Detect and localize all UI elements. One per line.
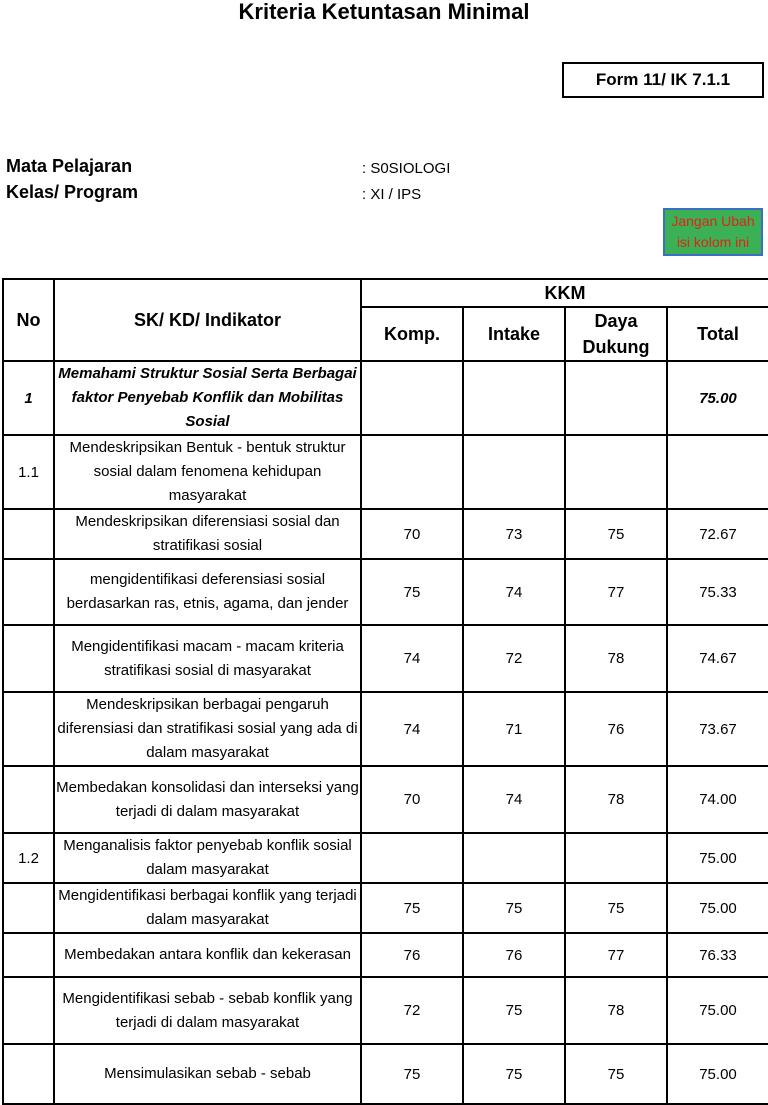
warning-line-2: isi kolom ini [676, 234, 750, 250]
row-total-cell: 75.33 [667, 559, 768, 625]
row-total-cell: 75.00 [667, 833, 768, 883]
row-daya-dukung-cell: 76 [565, 692, 667, 766]
row-intake-cell: 72 [463, 625, 565, 692]
row-no-cell [3, 883, 54, 933]
row-intake-cell: 74 [463, 559, 565, 625]
row-total-cell: 75.00 [667, 977, 768, 1044]
table-row [3, 692, 768, 766]
subject-value: : S0SIOLOGI [362, 160, 451, 177]
row-no-cell [3, 933, 54, 977]
row-no-cell [3, 692, 54, 766]
row-no-cell: 1.1 [3, 435, 54, 509]
row-intake-cell: 71 [463, 692, 565, 766]
row-indicator-cell: Memahami Struktur Sosial Serta Berbagai faktor Penyebab Konflik dan Mobilitas Sosial [54, 361, 361, 435]
row-komp-cell: 74 [361, 692, 463, 766]
row-intake-cell [463, 833, 565, 883]
row-total-cell: 72.67 [667, 509, 768, 559]
kkm-body [3, 361, 768, 1104]
table-row [3, 625, 768, 692]
table-row [3, 883, 768, 933]
row-daya-dukung-cell: 77 [565, 933, 667, 977]
table-row [3, 361, 768, 435]
form-code-box: Form 11/ IK 7.1.1 [562, 62, 764, 98]
header-komp: Komp. [361, 307, 463, 361]
row-total-cell: 74.00 [667, 766, 768, 833]
header-daya-line: Daya [594, 311, 638, 331]
row-daya-dukung-cell: 78 [565, 977, 667, 1044]
warning-line-1: Jangan Ubah [671, 213, 755, 229]
table-row [3, 766, 768, 833]
table-row [3, 559, 768, 625]
row-indicator-cell: Mengidentifikasi berbagai konflik yang terjadi dalam masyarakat [54, 883, 361, 933]
row-komp-cell: 75 [361, 1044, 463, 1104]
row-daya-dukung-cell [565, 361, 667, 435]
header-intake: Intake [463, 307, 565, 361]
row-indicator-cell: Mengidentifikasi macam - macam kriteria stratifikasi sosial di masyarakat [54, 625, 361, 692]
class-label: Kelas/ Program [6, 182, 139, 202]
row-komp-cell: 72 [361, 977, 463, 1044]
row-no-cell: 1.2 [3, 833, 54, 883]
header-kkm: KKM [361, 279, 768, 307]
row-daya-dukung-cell: 75 [565, 883, 667, 933]
row-komp-cell: 70 [361, 509, 463, 559]
header-total: Total [667, 307, 768, 361]
row-intake-cell: 75 [463, 1044, 565, 1104]
row-indicator-cell: Mensimulasikan sebab - sebab [54, 1044, 361, 1104]
row-no-cell: 1 [3, 361, 54, 435]
row-indicator-cell: Membedakan konsolidasi dan interseksi yang terjadi di dalam masyarakat [54, 766, 361, 833]
row-komp-cell: 76 [361, 933, 463, 977]
row-intake-cell [463, 435, 565, 509]
row-komp-cell: 70 [361, 766, 463, 833]
row-indicator-cell: Menganalisis faktor penyebab konflik sosial dalam masyarakat [54, 833, 361, 883]
header-dukung-line: Dukung [582, 337, 650, 357]
table-row [3, 1044, 768, 1104]
row-indicator-cell: Mendeskripsikan diferensiasi sosial dan stratifikasi sosial [54, 509, 361, 559]
table-row [3, 933, 768, 977]
row-total-cell [667, 435, 768, 509]
row-daya-dukung-cell: 78 [565, 766, 667, 833]
class-value: : XI / IPS [362, 186, 422, 203]
header-indicator: SK/ KD/ Indikator [54, 279, 361, 361]
table-row [3, 833, 768, 883]
table-row [3, 509, 768, 559]
subject-label: Mata Pelajaran [6, 156, 133, 176]
row-total-cell: 75.00 [667, 883, 768, 933]
table-row [3, 977, 768, 1044]
row-no-cell [3, 1044, 54, 1104]
row-no-cell [3, 559, 54, 625]
row-komp-cell [361, 435, 463, 509]
row-no-cell [3, 509, 54, 559]
table-row [3, 435, 768, 509]
kkm-table [2, 278, 768, 1105]
row-komp-cell: 74 [361, 625, 463, 692]
row-daya-dukung-cell: 75 [565, 1044, 667, 1104]
row-komp-cell: 75 [361, 883, 463, 933]
row-indicator-cell: Mendeskripsikan berbagai pengaruh diferensiasi dan stratifikasi sosial yang ada di dalam masyarakat [54, 692, 361, 766]
row-komp-cell [361, 361, 463, 435]
row-daya-dukung-cell [565, 435, 667, 509]
row-daya-dukung-cell: 75 [565, 509, 667, 559]
header-no: No [3, 279, 54, 361]
row-komp-cell: 75 [361, 559, 463, 625]
row-no-cell [3, 766, 54, 833]
row-indicator-cell: Mendeskripsikan Bentuk - bentuk struktur sosial dalam fenomena kehidupan masyarakat [54, 435, 361, 509]
row-komp-cell [361, 833, 463, 883]
row-daya-dukung-cell [565, 833, 667, 883]
row-intake-cell: 76 [463, 933, 565, 977]
row-intake-cell: 75 [463, 977, 565, 1044]
row-indicator-cell: Membedakan antara konflik dan kekerasan [54, 933, 361, 977]
warning-box [663, 208, 763, 256]
row-intake-cell: 75 [463, 883, 565, 933]
row-daya-dukung-cell: 77 [565, 559, 667, 625]
row-indicator-cell: mengidentifikasi deferensiasi sosial berdasarkan ras, etnis, agama, dan jender [54, 559, 361, 625]
header-daya-dukung [565, 307, 667, 361]
row-intake-cell [463, 361, 565, 435]
row-intake-cell: 73 [463, 509, 565, 559]
page-title: Kriteria Ketuntasan Minimal [238, 0, 530, 24]
row-total-cell: 75.00 [667, 1044, 768, 1104]
row-no-cell [3, 625, 54, 692]
row-total-cell: 74.67 [667, 625, 768, 692]
row-total-cell: 76.33 [667, 933, 768, 977]
row-total-cell: 75.00 [667, 361, 768, 435]
row-intake-cell: 74 [463, 766, 565, 833]
row-daya-dukung-cell: 78 [565, 625, 667, 692]
row-total-cell: 73.67 [667, 692, 768, 766]
row-no-cell [3, 977, 54, 1044]
row-indicator-cell: Mengidentifikasi sebab - sebab konflik yang terjadi di dalam masyarakat [54, 977, 361, 1044]
